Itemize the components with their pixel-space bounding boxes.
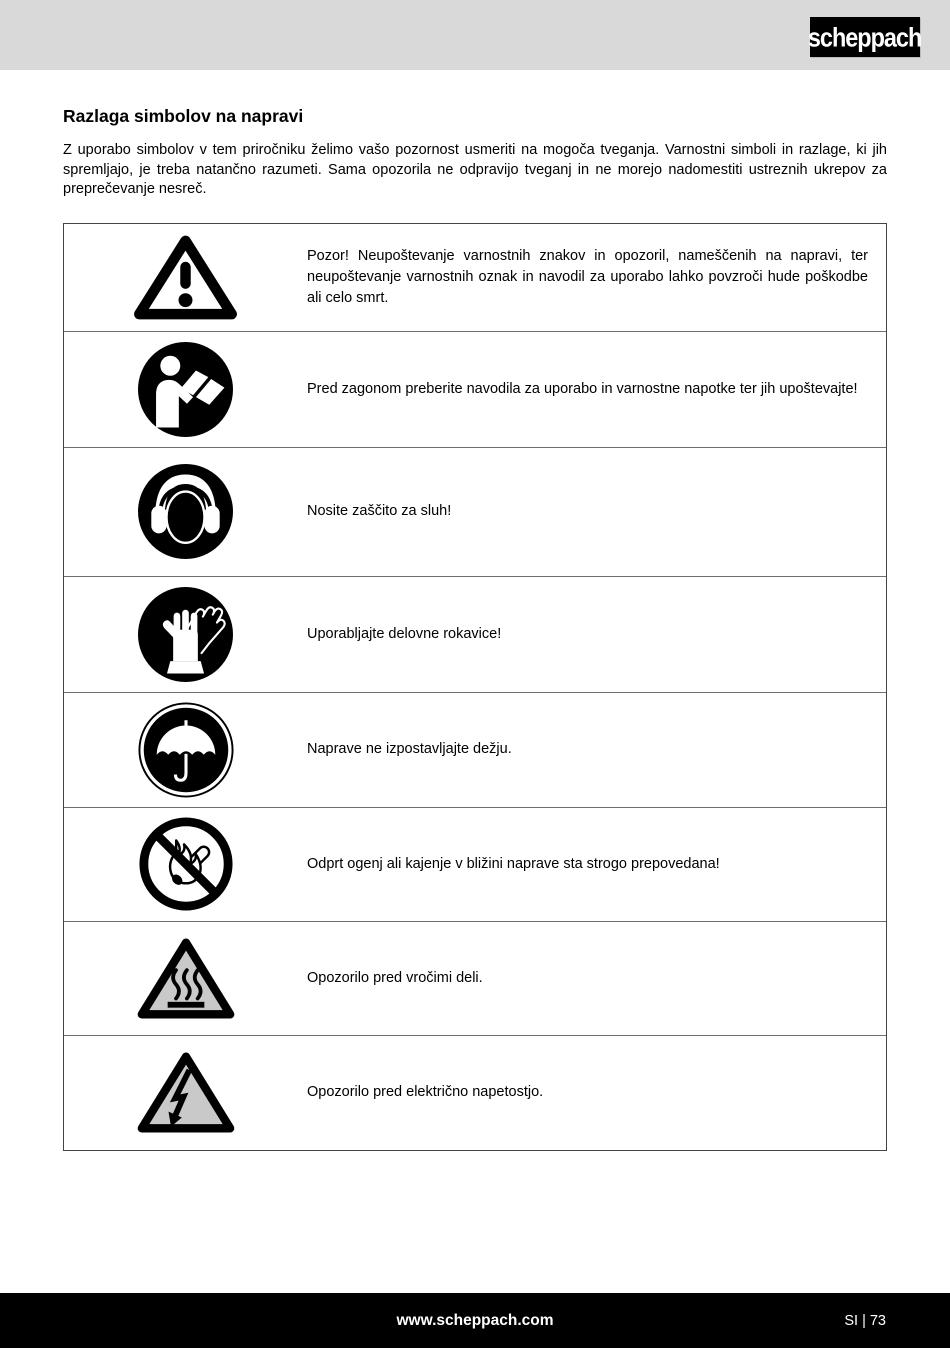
symbol-row-hot-surface — [64, 922, 886, 1036]
scheppach-logo-text: scheppach — [808, 21, 922, 52]
read-manual-icon — [138, 342, 233, 437]
page-title: Razlaga simbolov na napravi — [63, 106, 304, 126]
icon-cell — [64, 1036, 307, 1150]
icon-cell — [64, 224, 307, 331]
keep-dry-umbrella-icon — [138, 702, 234, 798]
header-bar — [0, 0, 950, 70]
footer-page-number: SI | 73 — [844, 1312, 886, 1329]
footer-bar — [0, 1293, 950, 1348]
scheppach-logo — [810, 17, 920, 57]
symbol-row-no-open-flame — [64, 808, 886, 922]
footer-website: www.scheppach.com — [396, 1311, 554, 1329]
icon-cell — [64, 808, 307, 921]
symbols-table — [63, 223, 887, 1151]
symbol-row-hearing-protection — [64, 448, 886, 577]
symbol-row-gloves — [64, 577, 886, 693]
symbol-text: Pred zagonom preberite navodila za uporabo in varnostne napotke ter jih upoštevajte! — [307, 380, 858, 397]
icon-cell — [64, 922, 307, 1035]
symbol-row-keep-dry — [64, 693, 886, 808]
symbol-text: Opozorilo pred vročimi deli. — [307, 969, 483, 986]
symbol-row-read-manual — [64, 332, 886, 448]
hot-surface-warning-icon — [136, 935, 236, 1022]
symbol-text: Pozor! Neupoštevanje varnostnih znakov in opozoril, nameščenih na napravi, ter neupoštevanje varnostnih oznak in navodil za uporabo lahko povzroči hude poškodbe ali celo smrt. — [307, 247, 868, 306]
icon-cell — [64, 448, 307, 576]
symbol-row-electrical-voltage — [64, 1036, 886, 1150]
electrical-voltage-warning-icon — [136, 1049, 236, 1136]
symbol-text: Uporabljajte delovne rokavice! — [307, 625, 502, 642]
no-open-flame-icon — [137, 815, 235, 913]
symbol-text: Opozorilo pred električno napetostjo. — [307, 1084, 544, 1100]
ear-protection-icon — [138, 464, 233, 559]
protective-gloves-icon — [138, 587, 233, 682]
intro-paragraph: Z uporabo simbolov v tem priročniku želimo vašo pozornost usmeriti na mogoča tveganja. Varnostni simboli in razlage, ki jih spremljajo, je treba natančno razumeti. Sama opozorila ne odpravijo tveganj in ne morejo nadomestiti ustreznih ukrepov za preprečevanje nesreč. — [63, 142, 887, 197]
symbol-row-warning — [64, 224, 886, 332]
icon-cell — [64, 577, 307, 692]
icon-cell — [64, 693, 307, 807]
symbol-text: Odprt ogenj ali kajenje v bližini naprave sta strogo prepovedana! — [307, 855, 720, 872]
warning-exclamation-triangle-icon — [133, 233, 238, 322]
symbol-text: Naprave ne izpostavljajte dežju. — [307, 741, 512, 757]
content-area — [63, 70, 887, 1151]
icon-cell — [64, 332, 307, 447]
symbol-text: Nosite zaščito za sluh! — [307, 503, 452, 519]
